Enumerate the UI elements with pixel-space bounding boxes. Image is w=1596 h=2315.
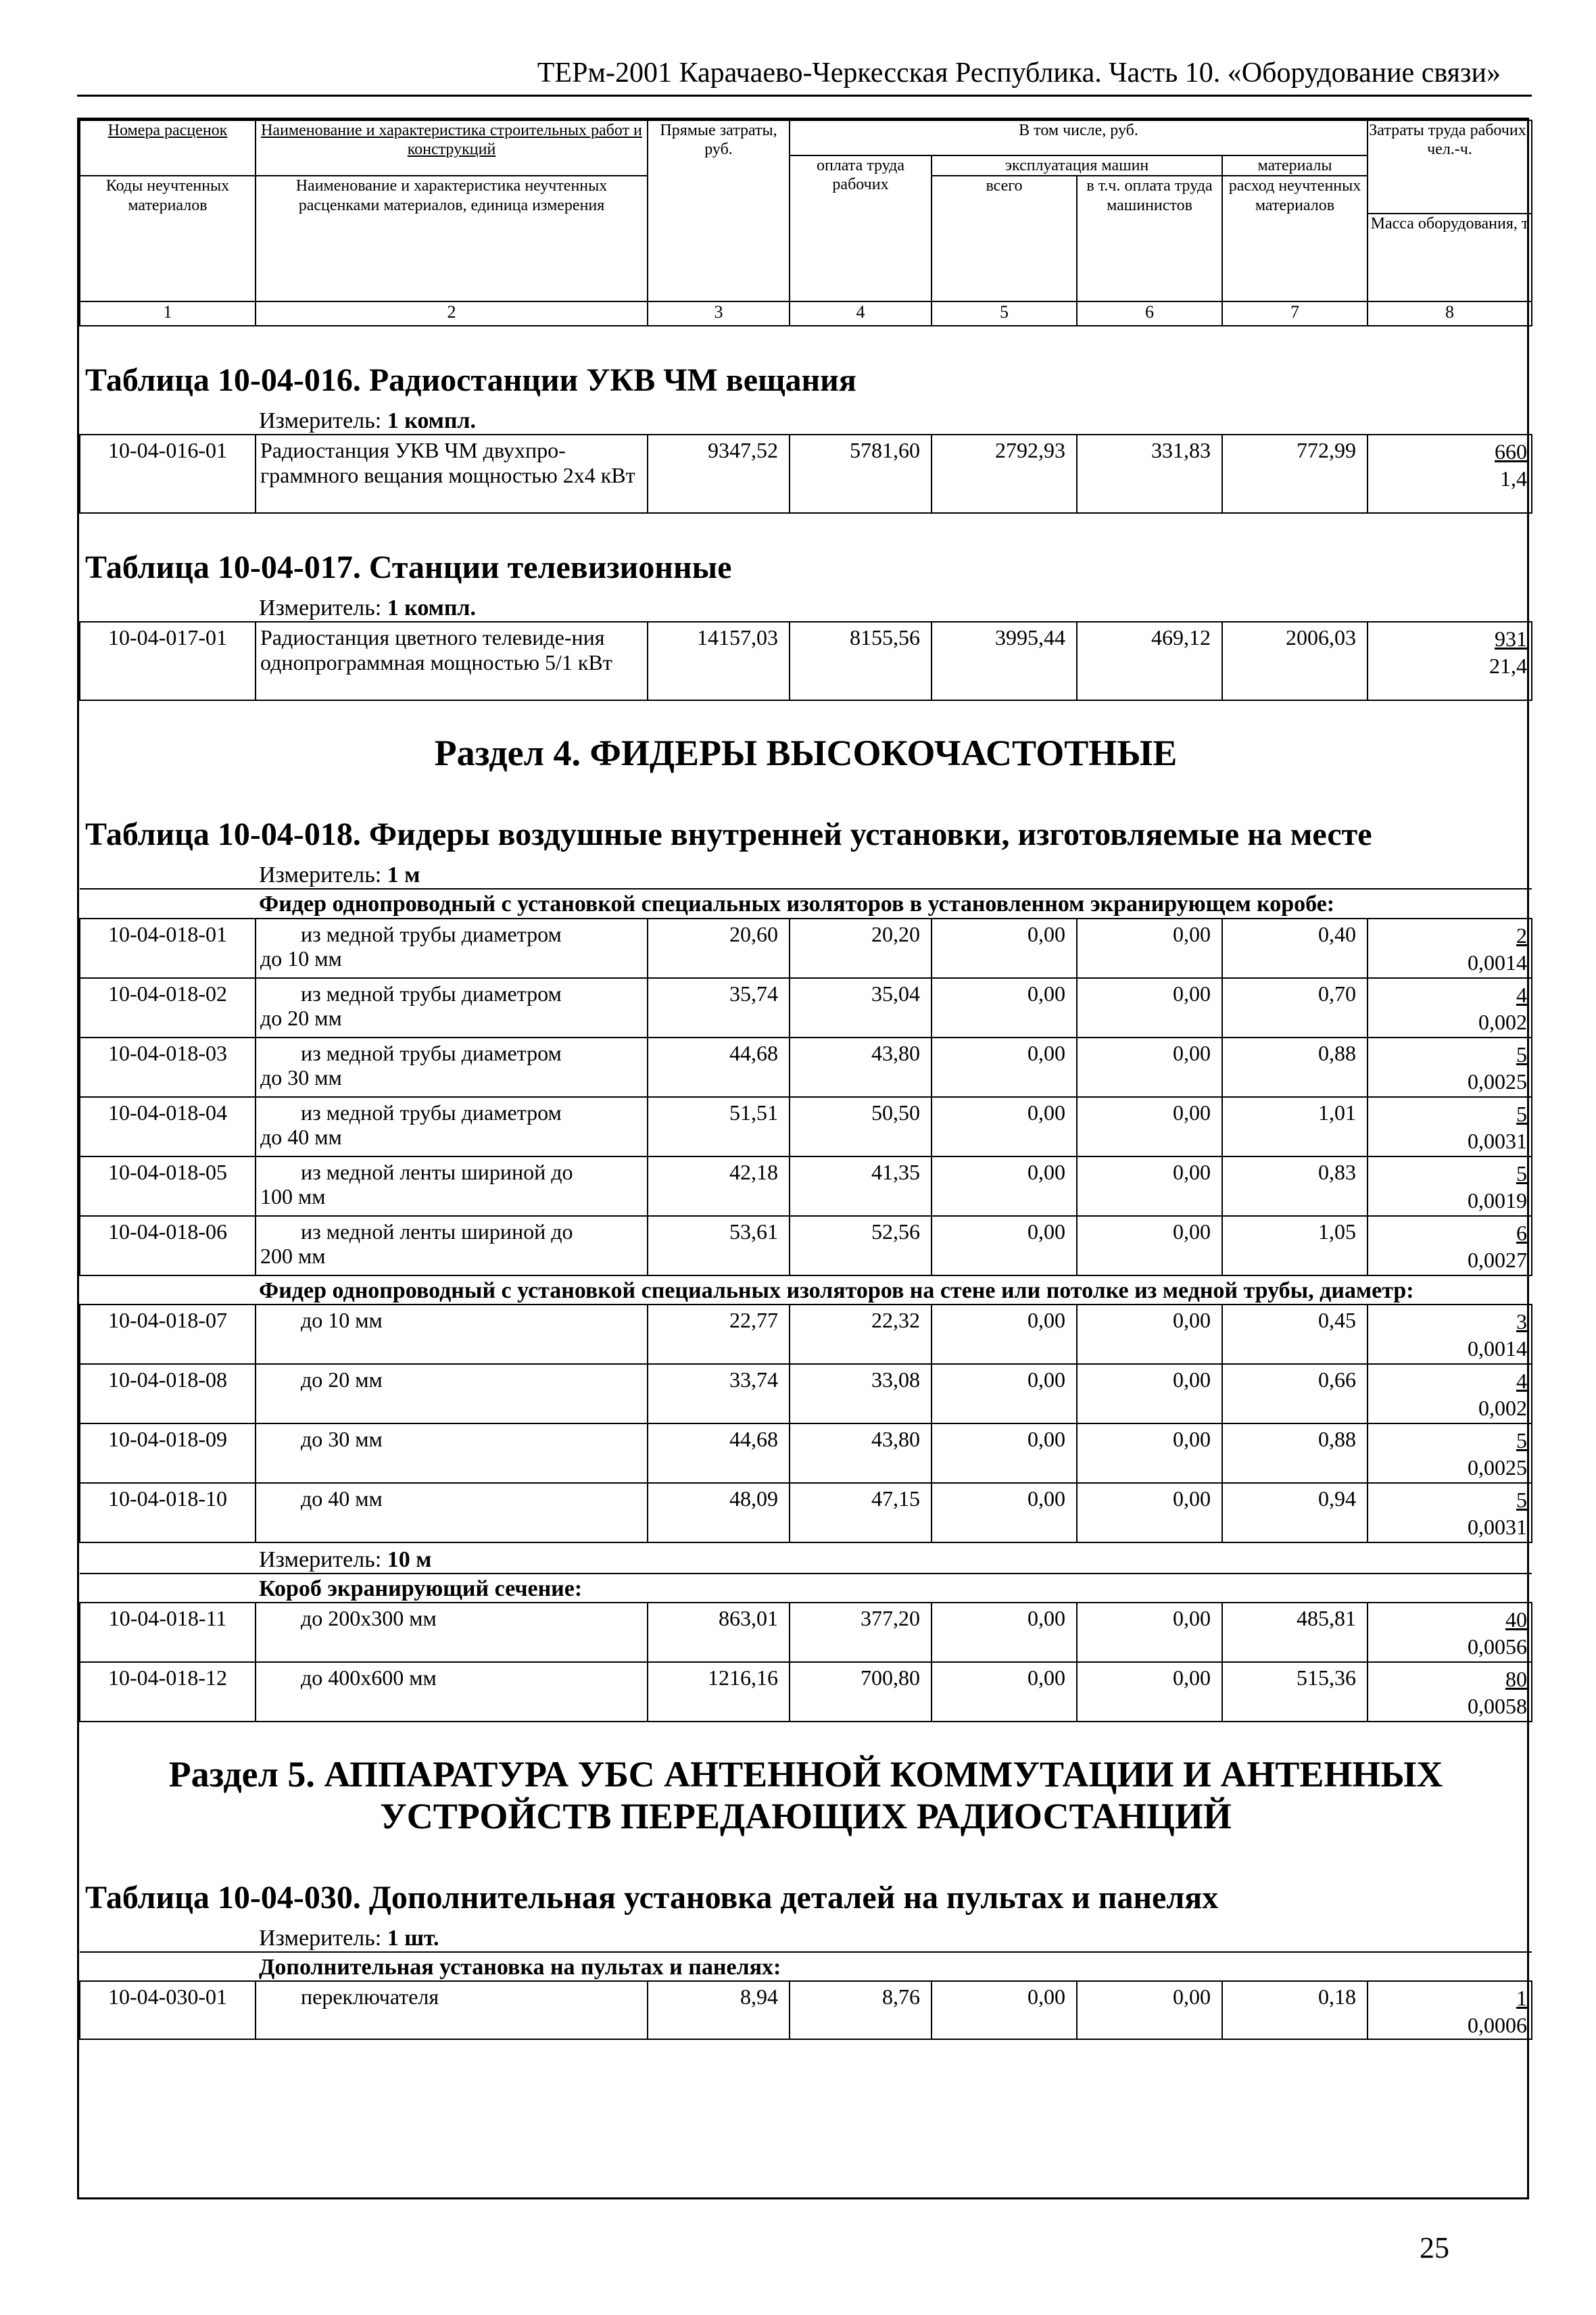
column-number: 6 [1077,301,1222,326]
col-header-1-bottom: Коды неучтенных материалов [80,176,256,301]
value-mach-labor: 0,00 [1077,919,1222,978]
column-number: 2 [256,301,648,326]
table-title-018: Таблица 10-04-018. Фидеры воздушные внутренней установки, изготовляемые на месте [85,817,1372,853]
rate-name-line1: из медной ленты шириной до [301,1159,573,1184]
equipment-mass: 21,4 [1489,654,1527,679]
rate-name [256,1603,648,1662]
rate-name-line1: из медной трубы диаметром [301,981,562,1006]
value-mach-labor: 0,00 [1077,1981,1222,2039]
rate-code: 10-04-018-09 [80,1423,256,1483]
hours-mass-cell [1368,978,1532,1038]
value-mach: 0,00 [932,1305,1077,1364]
value-mat: 0,94 [1222,1483,1368,1542]
header-rule [77,95,1532,97]
measure-row [80,858,1532,889]
labor-hours: 4 [1516,1368,1527,1393]
group-title-3: Короб экранирующий сечение: [80,1574,1532,1603]
value-mach-labor: 0,00 [1077,978,1222,1038]
value-direct: 22,77 [648,1305,790,1364]
value-mat: 0,83 [1222,1156,1368,1216]
column-number: 7 [1222,301,1368,326]
rate-name-line2: 200 мм [260,1244,326,1269]
measure-label: Измеритель: [259,408,382,434]
rate-name [256,1981,648,2039]
value-direct: 20,60 [648,919,790,978]
value-labor: 20,20 [790,919,932,978]
value-labor: 22,32 [790,1305,932,1364]
measure-row [80,1922,1532,1952]
rate-name-text: до 10 мм [301,1307,383,1332]
section-5-title-row [80,1722,1532,1844]
measure-value: 10 м [387,1546,432,1572]
equipment-mass: 0,0006 [1468,2012,1527,2037]
table-row [80,1364,1532,1423]
equipment-mass: 0,0058 [1468,1693,1527,1718]
table-row [80,1216,1532,1275]
hours-mass-cell [1368,1097,1532,1156]
col-header-3: Прямые затраты, руб. [648,120,790,301]
rate-code: 10-04-018-05 [80,1156,256,1216]
table-title-016-row [80,326,1532,404]
group-title-2-row [80,1275,1532,1305]
section-5-title: Раздел 5. АППАРАТУРА УБС АНТЕННОЙ КОММУТАЦИИ И АНТЕННЫХ УСТРОЙСТВ ПЕРЕДАЮЩИХ РАДИОСТАНЦИЙ [168,1753,1443,1836]
value-mach-labor: 0,00 [1077,1305,1222,1364]
group-title-1: Фидер однопроводный с установкой специальных изоляторов в установленном экранирующем коробе: [80,889,1532,918]
value-mach: 0,00 [932,1662,1077,1722]
value-mach-labor: 469,12 [1077,622,1222,700]
rate-name-text: Радиостанция УКВ ЧМ двухпро-граммного вещания мощностью 2x4 кВт [260,438,635,488]
col-header-2-top-text: Наименование и характеристика строительных работ и конструкций [261,122,642,159]
group-title-030-row [80,1952,1532,1981]
value-labor: 50,50 [790,1097,932,1156]
value-direct: 44,68 [648,1038,790,1097]
labor-hours: 6 [1516,1220,1527,1245]
value-direct: 51,51 [648,1097,790,1156]
rate-name [256,1038,648,1097]
hours-mass-cell [1368,1038,1532,1097]
value-mach-labor: 0,00 [1077,1483,1222,1542]
value-mach-labor: 0,00 [1077,1364,1222,1423]
hours-mass-cell [1368,622,1532,700]
value-direct: 9347,52 [648,435,790,513]
value-mach: 0,00 [932,1097,1077,1156]
labor-hours: 40 [1505,1607,1527,1632]
measure-line [80,404,1532,435]
equipment-mass: 1,4 [1500,466,1527,491]
measure-label: Измеритель: [259,1925,382,1951]
labor-hours: 3 [1516,1309,1527,1334]
measure-value: 1 м [387,862,420,888]
value-labor: 33,08 [790,1364,932,1423]
table-row [80,1981,1532,2039]
measure-line [80,858,1532,889]
measure-row [80,591,1532,622]
table-row [80,1483,1532,1542]
rate-name [256,1305,648,1364]
value-mach-labor: 0,00 [1077,1603,1222,1662]
labor-hours: 5 [1516,1101,1527,1126]
rate-name [256,978,648,1038]
value-labor: 52,56 [790,1216,932,1275]
rate-name-text: до 20 мм [301,1367,383,1392]
labor-hours: 2 [1516,923,1527,948]
value-mat: 0,88 [1222,1423,1368,1483]
column-number: 1 [80,301,256,326]
value-mat: 515,36 [1222,1662,1368,1722]
rate-name-line2: 100 мм [260,1184,326,1209]
column-numbers-row [80,301,1532,326]
equipment-mass: 0,0014 [1468,1336,1527,1361]
labor-hours: 4 [1516,982,1527,1007]
value-labor: 5781,60 [790,435,932,513]
measure-value: 1 компл. [387,408,477,434]
measure-row [80,404,1532,435]
table-title-017-row [80,513,1532,591]
rate-name-line2: до 10 мм [260,946,342,971]
col-header-6: в т.ч. оплата труда машинистов [1077,176,1222,301]
value-mach-labor: 0,00 [1077,1423,1222,1483]
value-mach-labor: 0,00 [1077,1038,1222,1097]
hours-mass-cell [1368,1423,1532,1483]
equipment-mass: 0,0019 [1468,1188,1527,1213]
table-row [80,435,1532,513]
labor-hours: 5 [1516,1428,1527,1453]
rate-name-line1: из медной трубы диаметром [301,1100,562,1125]
table-row [80,1662,1532,1722]
value-mach: 3995,44 [932,622,1077,700]
value-mat: 485,81 [1222,1603,1368,1662]
value-direct: 33,74 [648,1364,790,1423]
hours-mass-cell [1368,919,1532,978]
rate-code: 10-04-018-07 [80,1305,256,1364]
value-labor: 35,04 [790,978,932,1038]
equipment-mass: 0,0027 [1468,1247,1527,1272]
equipment-mass: 0,0025 [1468,1069,1527,1094]
value-direct: 53,61 [648,1216,790,1275]
labor-hours: 5 [1516,1042,1527,1067]
col-header-2-bottom: Наименование и характеристика неучтенных расценками материалов, единица измерения [256,176,648,301]
value-mach: 0,00 [932,1603,1077,1662]
equipment-mass: 0,0056 [1468,1634,1527,1659]
value-mach-labor: 0,00 [1077,1216,1222,1275]
equipment-mass: 0,0014 [1468,950,1527,975]
column-number: 8 [1368,301,1532,326]
rate-code: 10-04-018-12 [80,1662,256,1722]
value-mat: 0,45 [1222,1305,1368,1364]
rate-name-text: до 200x300 мм [301,1605,437,1630]
value-labor: 43,80 [790,1423,932,1483]
value-labor: 47,15 [790,1483,932,1542]
measure-label: Измеритель: [259,1546,382,1572]
rate-name [256,1423,648,1483]
table-row [80,1156,1532,1216]
labor-hours: 1 [1516,1985,1527,2010]
hours-mass-cell [1368,1364,1532,1423]
measure-line [80,1922,1532,1952]
value-mach-labor: 0,00 [1077,1097,1222,1156]
value-mach: 0,00 [932,978,1077,1038]
rate-name [256,1662,648,1722]
rate-name-line1: из медной ленты шириной до [301,1219,573,1244]
value-labor: 8,76 [790,1981,932,2039]
rate-code: 10-04-017-01 [80,622,256,700]
measure-value: 1 компл. [387,595,477,621]
column-number: 4 [790,301,932,326]
table-title-018-row [80,781,1532,858]
section-4-title: Раздел 4. ФИДЕРЫ ВЫСОКОЧАСТОТНЫЕ [434,733,1178,774]
value-mach-labor: 331,83 [1077,435,1222,513]
value-mat: 1,01 [1222,1097,1368,1156]
rate-name-line2: до 40 мм [260,1125,342,1150]
hours-mass-cell [1368,1483,1532,1542]
group-title-3-row [80,1574,1532,1603]
measure-line [80,1542,1532,1574]
section-4-title-row [80,700,1532,781]
value-mat: 2006,03 [1222,622,1368,700]
value-direct: 1216,16 [648,1662,790,1722]
table-title-016: Таблица 10-04-016. Радиостанции УКВ ЧМ вещания [85,362,856,399]
rate-name-text: до 400x600 мм [301,1665,437,1690]
column-number: 3 [648,301,790,326]
rate-name-text: переключателя [301,1984,439,2009]
value-mach-labor: 0,00 [1077,1662,1222,1722]
measure-row [80,1542,1532,1574]
rate-name-text: до 30 мм [301,1426,383,1451]
value-direct: 8,94 [648,1981,790,2039]
col-header-8-bottom: Масса оборудования, т [1368,214,1532,301]
rate-code: 10-04-016-01 [80,435,256,513]
rate-name [256,1364,648,1423]
value-mat: 0,88 [1222,1038,1368,1097]
rate-code: 10-04-018-02 [80,978,256,1038]
table-row [80,919,1532,978]
equipment-mass: 0,002 [1478,1395,1527,1420]
column-number: 5 [932,301,1077,326]
equipment-mass: 0,002 [1478,1009,1527,1034]
rates-table-body [80,120,1532,2039]
table-row [80,1423,1532,1483]
table-row [80,622,1532,700]
value-mat: 0,66 [1222,1364,1368,1423]
rate-name [256,1156,648,1216]
value-labor: 377,20 [790,1603,932,1662]
labor-hours: 80 [1505,1666,1527,1691]
value-mach: 0,00 [932,1981,1077,2039]
rates-table-frame [77,118,1529,2199]
hours-mass-cell [1368,1603,1532,1662]
table-title-030-row [80,1844,1532,1922]
labor-hours: 5 [1516,1487,1527,1512]
rate-code: 10-04-018-01 [80,919,256,978]
value-mach-labor: 0,00 [1077,1156,1222,1216]
col-header-8-top: Затраты труда рабочих, чел.-ч. [1368,120,1532,214]
value-mat: 0,40 [1222,919,1368,978]
labor-hours: 931 [1495,627,1527,652]
rate-name [256,919,648,978]
value-mach: 0,00 [932,1364,1077,1423]
rates-table [79,120,1532,2040]
value-mat: 0,70 [1222,978,1368,1038]
group-title-1-row [80,889,1532,918]
col-header-2-top [256,120,648,176]
value-direct: 35,74 [648,978,790,1038]
value-labor: 41,35 [790,1156,932,1216]
rate-name [256,435,648,513]
value-mat: 772,99 [1222,435,1368,513]
col-header-7: расход неучтенных материалов [1222,176,1368,301]
rate-code: 10-04-018-03 [80,1038,256,1097]
measure-label: Измеритель: [259,862,382,888]
table-row [80,1038,1532,1097]
measure-line [80,591,1532,622]
rate-code: 10-04-018-04 [80,1097,256,1156]
table-row [80,1097,1532,1156]
rate-code: 10-04-030-01 [80,1981,256,2039]
value-mach: 0,00 [932,1216,1077,1275]
page-header: ТЕРм-2001 Карачаево-Черкесская Республика. Часть 10. «Оборудование связи» [537,57,1501,89]
value-direct: 42,18 [648,1156,790,1216]
value-mach: 0,00 [932,1423,1077,1483]
value-direct: 48,09 [648,1483,790,1542]
rate-code: 10-04-018-10 [80,1483,256,1542]
rate-name [256,1216,648,1275]
hours-mass-cell [1368,1662,1532,1722]
value-mach: 0,00 [932,1038,1077,1097]
hours-mass-cell [1368,435,1532,513]
rate-code: 10-04-018-08 [80,1364,256,1423]
table-title-017: Таблица 10-04-017. Станции телевизионные [85,550,732,586]
rate-name-text: Радиостанция цветного телевиде-ния однопрограммная мощностью 5/1 кВт [260,625,612,675]
measure-label: Измеритель: [259,595,382,621]
hours-mass-cell [1368,1216,1532,1275]
table-row [80,1603,1532,1662]
equipment-mass: 0,0031 [1468,1128,1527,1153]
value-mach: 0,00 [932,1483,1077,1542]
col-header-machines: эксплуатация машин [932,155,1222,176]
value-direct: 44,68 [648,1423,790,1483]
rate-code: 10-04-018-06 [80,1216,256,1275]
value-mat: 0,18 [1222,1981,1368,2039]
rate-name-line1: из медной трубы диаметром [301,1040,562,1065]
group-title-2: Фидер однопроводный с установкой специальных изоляторов на стене или потолке из медной трубы, диаметр: [80,1275,1532,1305]
value-direct: 863,01 [648,1603,790,1662]
rate-name [256,622,648,700]
measure-value: 1 шт. [387,1925,439,1951]
rate-name-text: до 40 мм [301,1486,383,1511]
value-mach: 0,00 [932,919,1077,978]
hours-mass-cell [1368,1156,1532,1216]
value-direct: 14157,03 [648,622,790,700]
rate-name [256,1483,648,1542]
rate-name-line2: до 30 мм [260,1065,342,1090]
value-labor: 43,80 [790,1038,932,1097]
col-header-1-top-text: Номера расценок [107,122,228,139]
col-header-4: оплата труда рабочих [790,155,932,301]
rate-code: 10-04-018-11 [80,1603,256,1662]
page-number: 25 [1420,2231,1449,2264]
rate-name [256,1097,648,1156]
equipment-mass: 0,0031 [1468,1514,1527,1539]
hours-mass-cell [1368,1305,1532,1364]
col-header-incl: В том числе, руб. [790,120,1368,155]
col-header-1-top [80,120,256,176]
value-labor: 8155,56 [790,622,932,700]
labor-hours: 5 [1516,1161,1527,1186]
value-mach: 0,00 [932,1156,1077,1216]
col-header-materials: материалы [1222,155,1368,176]
value-labor: 700,80 [790,1662,932,1722]
rate-name-line1: из медной трубы диаметром [301,921,562,946]
table-title-030: Таблица 10-04-030. Дополнительная установка деталей на пультах и панелях [85,1879,1219,1916]
table-row [80,978,1532,1038]
value-mach: 2792,93 [932,435,1077,513]
hours-mass-cell [1368,1981,1532,2039]
group-title-030: Дополнительная установка на пультах и панелях: [80,1952,1532,1981]
rate-name-line2: до 20 мм [260,1006,342,1031]
labor-hours: 660 [1495,439,1527,464]
value-mat: 1,05 [1222,1216,1368,1275]
equipment-mass: 0,0025 [1468,1455,1527,1480]
table-row [80,1305,1532,1364]
col-header-5: всего [932,176,1077,301]
